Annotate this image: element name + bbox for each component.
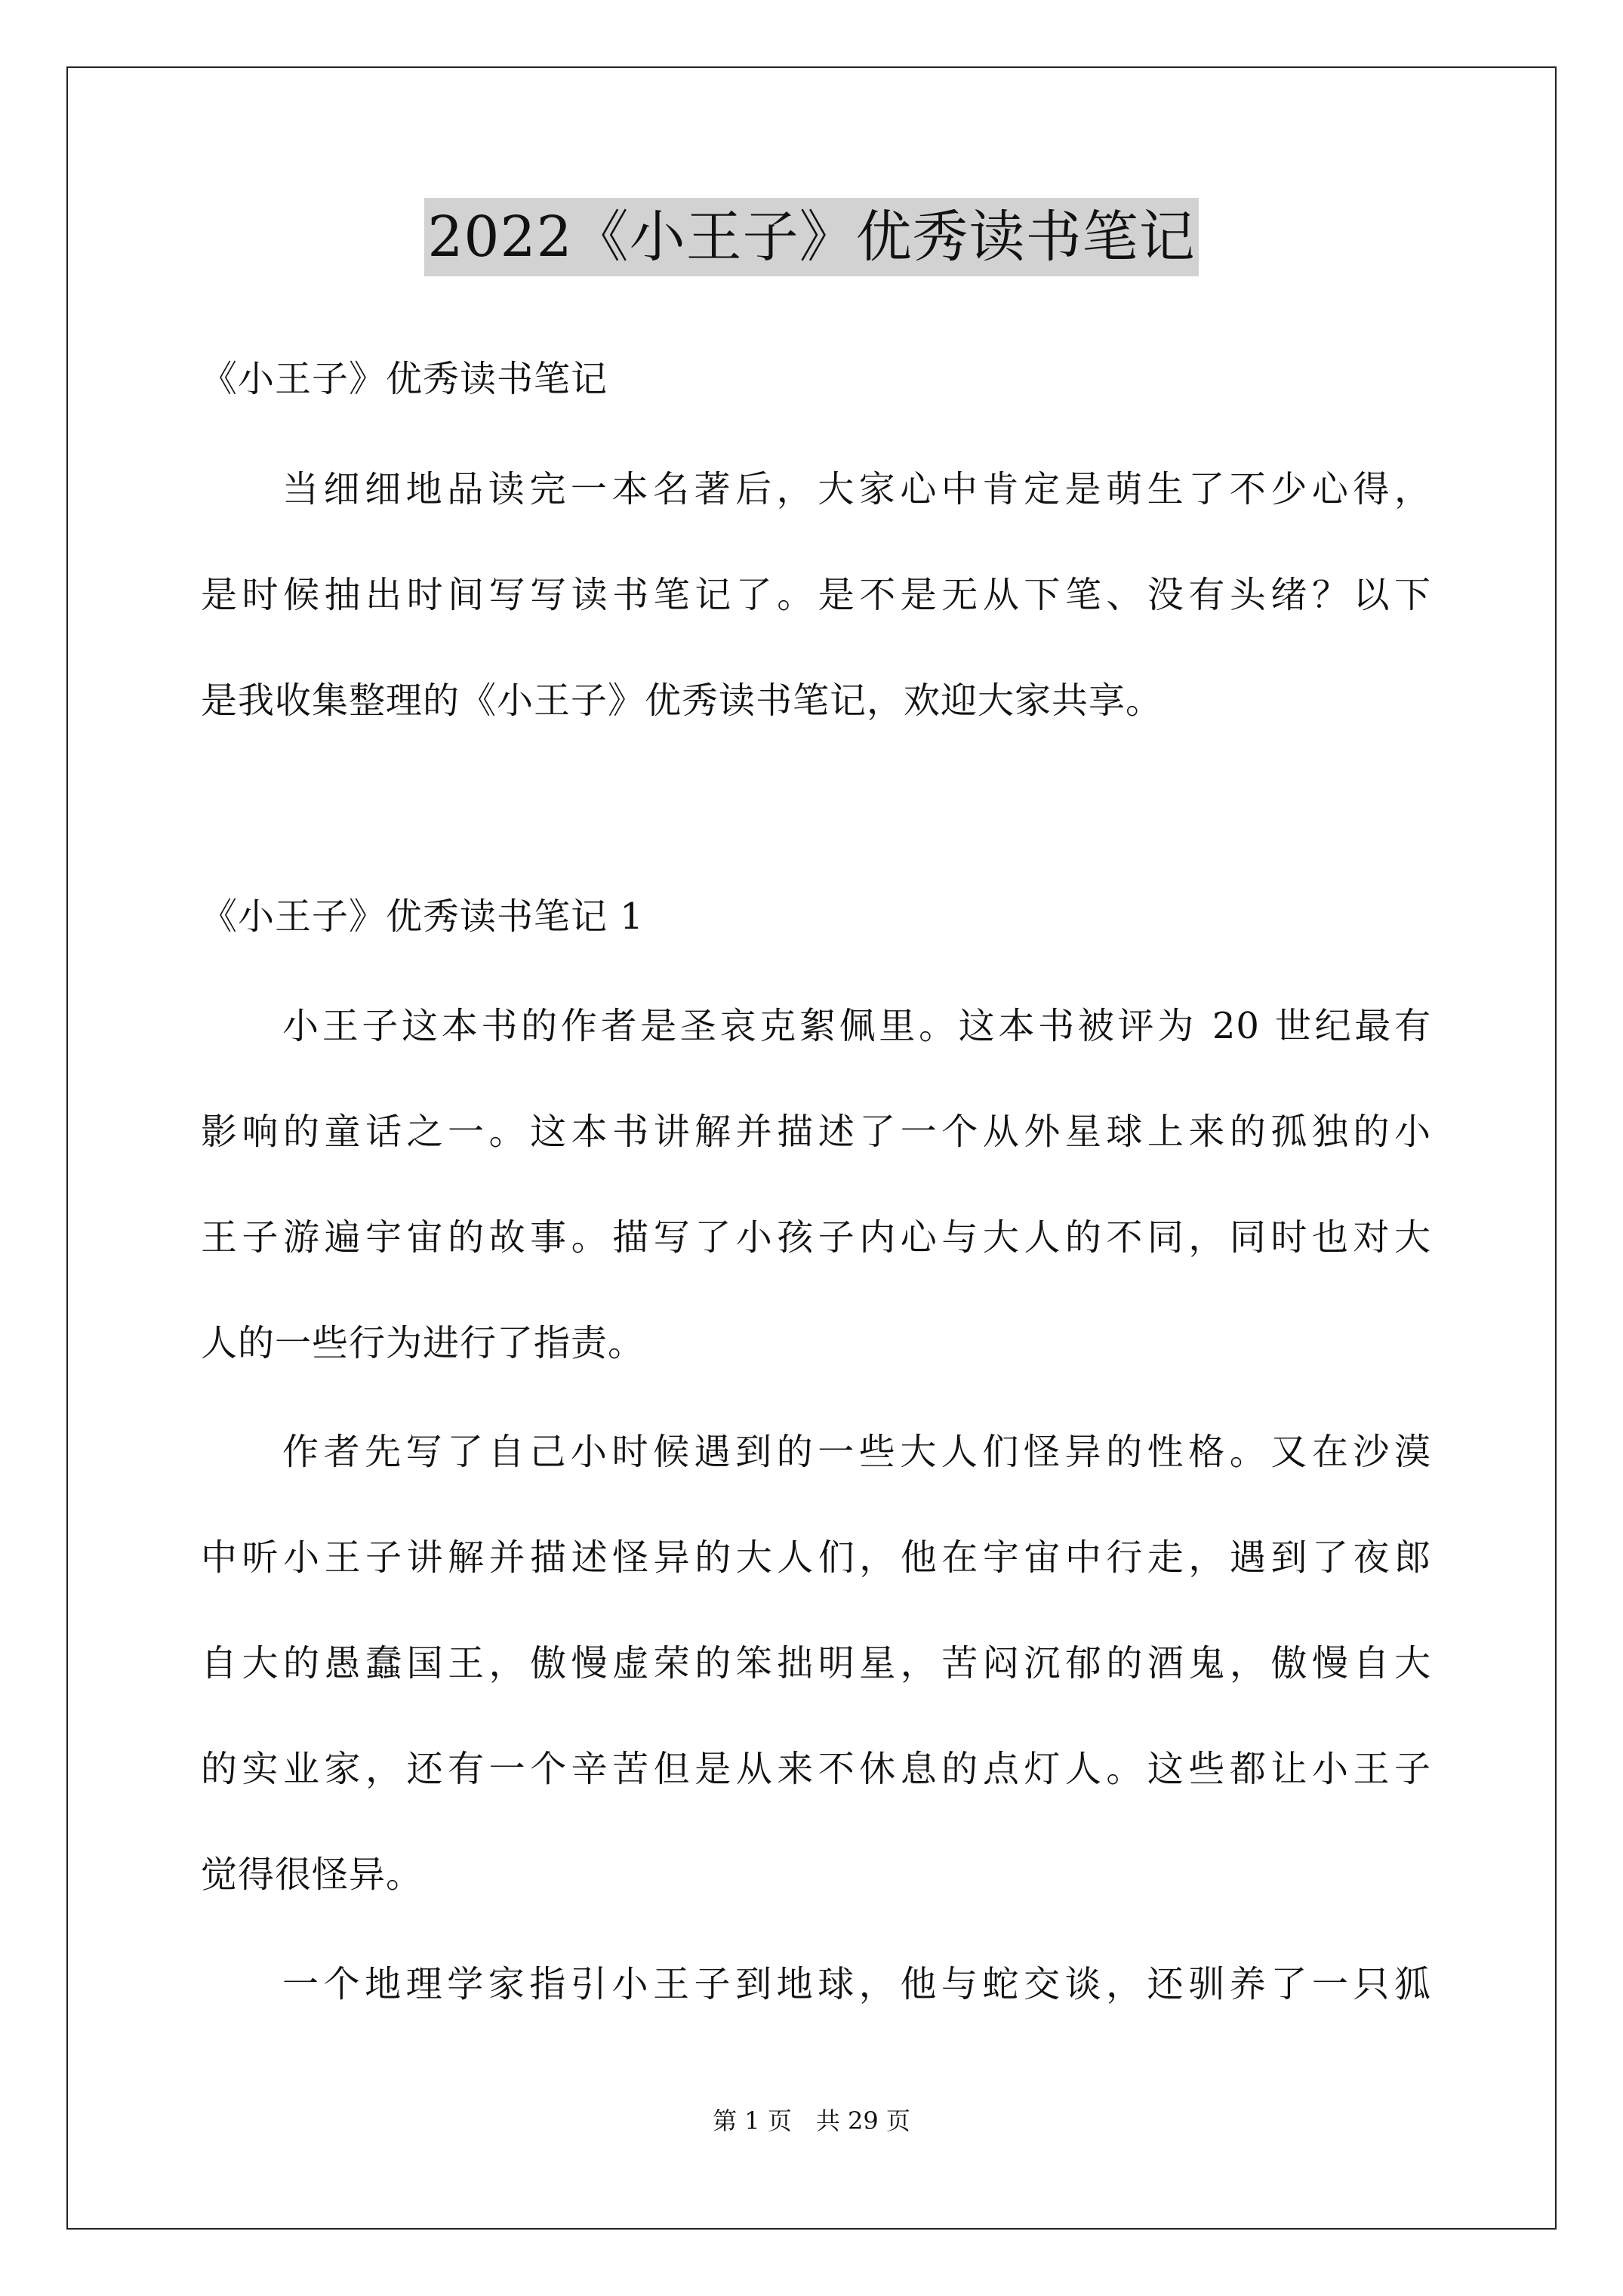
section-heading: 《小王子》优秀读书笔记 1	[201, 895, 644, 938]
document-title-text: 2022《小王子》优秀读书笔记	[424, 198, 1198, 276]
intro-line-2: 是时候抽出时间写写读书笔记了。是不是无从下笔、没有头绪？以下	[201, 574, 1431, 616]
intro-line-3: 是我收集整理的《小王子》优秀读书笔记，欢迎大家共享。	[201, 680, 1163, 722]
intro-line-1: 当细细地品读完一本名著后，大家心中肯定是萌生了不少心得，	[282, 468, 1431, 510]
paragraph1-line-3: 王子游遍宇宙的故事。描写了小孩子内心与大人的不同，同时也对大	[201, 1216, 1431, 1259]
paragraph2-line-2: 中听小王子讲解并描述怪异的大人们，他在宇宙中行走，遇到了夜郎	[201, 1536, 1431, 1579]
paragraph1-line-4: 人的一些行为进行了指责。	[201, 1322, 645, 1364]
document-title	[0, 198, 1623, 276]
paragraph2-line-3: 自大的愚蠢国王，傲慢虚荣的笨拙明星，苦闷沉郁的酒鬼，傲慢自大	[201, 1642, 1431, 1684]
paragraph1-line-1: 小王子这本书的作者是圣哀克絮佩里。这本书被评为 20 世纪最有	[282, 1005, 1431, 1047]
page-number-footer: 第 1 页 共 29 页	[713, 2106, 910, 2135]
paragraph3-line-1: 一个地理学家指引小王子到地球，他与蛇交谈，还驯养了一只狐	[282, 1963, 1431, 2005]
document-subtitle: 《小王子》优秀读书笔记	[201, 358, 608, 400]
paragraph2-line-5: 觉得很怪异。	[201, 1854, 423, 1896]
paragraph1-line-2: 影响的童话之一。这本书讲解并描述了一个从外星球上来的孤独的小	[201, 1111, 1431, 1153]
paragraph2-line-4: 的实业家，还有一个辛苦但是从来不休息的点灯人。这些都让小王子	[201, 1748, 1431, 1790]
paragraph2-line-1: 作者先写了自己小时候遇到的一些大人们怪异的性格。又在沙漠	[282, 1431, 1431, 1473]
